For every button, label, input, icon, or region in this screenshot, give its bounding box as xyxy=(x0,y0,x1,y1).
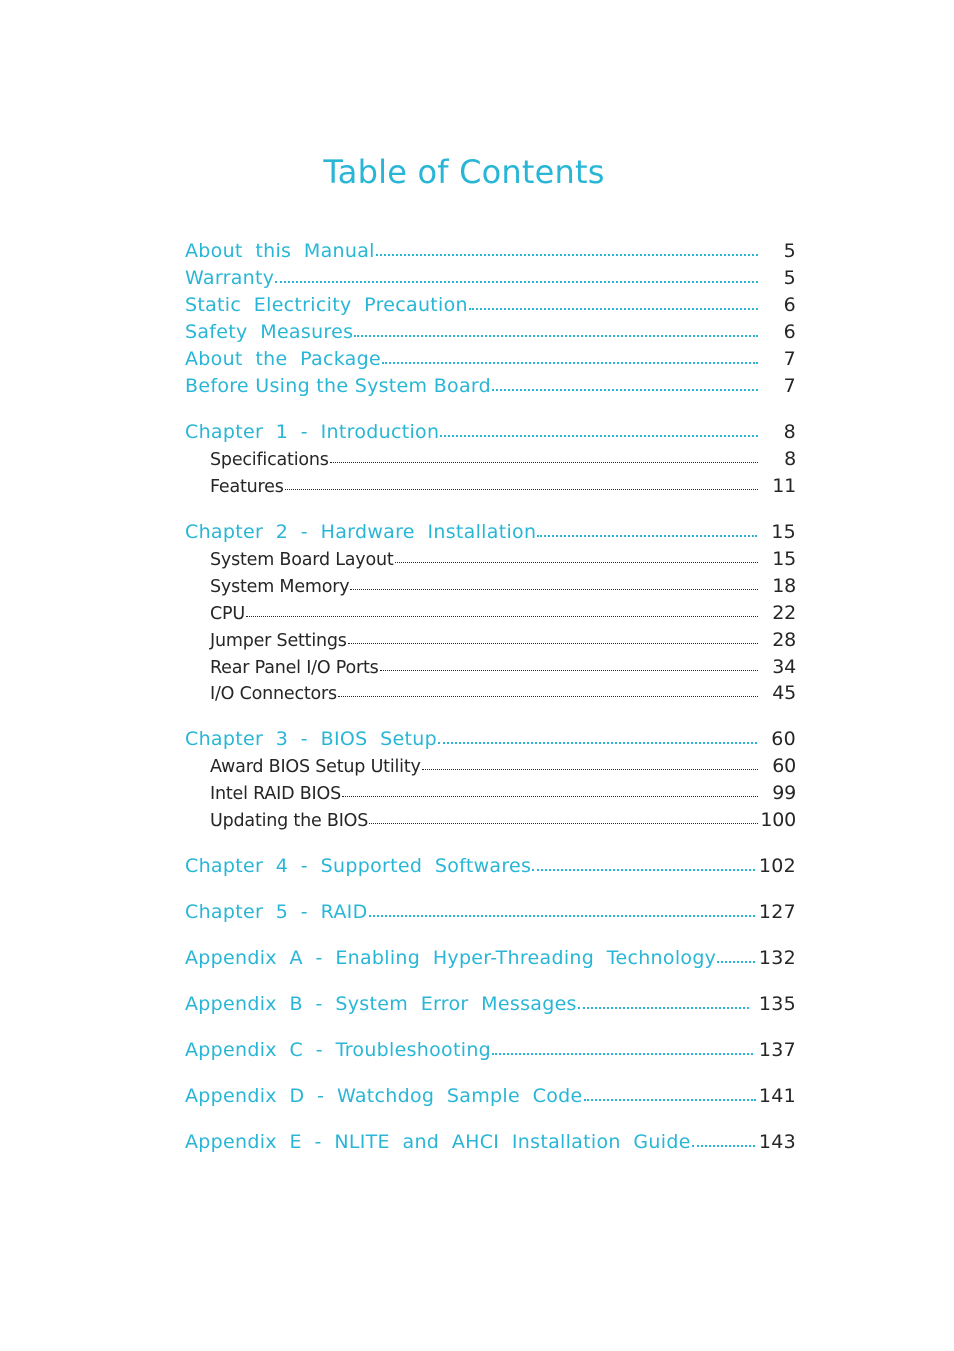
dot-leader xyxy=(350,589,758,590)
dot-leader xyxy=(395,562,758,563)
dot-leader xyxy=(338,696,758,697)
dot-leader xyxy=(285,489,758,490)
page-title: Table of Contents xyxy=(323,153,605,191)
dot-leader xyxy=(717,961,755,963)
toc-entry-label: Updating the BIOS xyxy=(210,811,369,831)
toc-entry-label: Warranty xyxy=(185,267,275,289)
toc-entry-about-manual[interactable] xyxy=(185,236,796,262)
toc-entry-chapter-3[interactable] xyxy=(185,724,796,750)
toc-entry-label: Chapter 4 - Supported Softwares xyxy=(185,855,532,877)
toc-entry-label: System Memory xyxy=(210,577,350,597)
toc-entry-label: Features xyxy=(210,477,284,497)
toc-entry-page: 15 xyxy=(771,521,796,543)
toc-entry-page: 15 xyxy=(772,548,796,570)
toc-entry-page: 100 xyxy=(760,809,796,831)
dot-leader xyxy=(380,670,758,671)
toc-entry-label: Before Using the System Board xyxy=(185,375,492,397)
toc-entry-label: Appendix E - NLITE and AHCI Installation Guide xyxy=(185,1131,691,1153)
dot-leader xyxy=(492,389,758,391)
toc-entry-page: 34 xyxy=(772,656,796,678)
toc-entry-label: Jumper Settings xyxy=(210,631,347,651)
toc-entry-page: 60 xyxy=(771,728,796,750)
toc-entry-label: About the Package xyxy=(185,348,381,370)
toc-entry-io-connectors[interactable] xyxy=(210,678,796,704)
toc-entry-page: 45 xyxy=(772,682,796,704)
dot-leader xyxy=(469,308,758,310)
toc-entry-page: 18 xyxy=(772,575,796,597)
toc-entry-label: CPU xyxy=(210,604,245,624)
dot-leader xyxy=(330,462,758,463)
toc-entry-updating-bios[interactable] xyxy=(210,805,796,831)
toc-entry-static-electricity[interactable] xyxy=(185,290,796,316)
toc-entry-page: 127 xyxy=(758,901,796,923)
dot-leader xyxy=(532,869,755,871)
toc-entry-appendix-b[interactable] xyxy=(185,989,796,1015)
toc-entry-appendix-e[interactable] xyxy=(185,1127,796,1153)
toc-entry-page: 11 xyxy=(772,475,796,497)
dot-leader xyxy=(584,1099,756,1101)
toc-entry-label: Intel RAID BIOS xyxy=(210,784,341,804)
toc-entry-page: 137 xyxy=(758,1039,796,1061)
toc-entry-page: 102 xyxy=(758,855,796,877)
dot-leader xyxy=(246,616,758,617)
toc-entry-label: Appendix A - Enabling Hyper-Threading Technology xyxy=(185,947,717,969)
toc-entry-page: 6 xyxy=(783,321,796,343)
toc-entry-features[interactable] xyxy=(210,471,796,497)
toc-entry-before-using[interactable] xyxy=(185,371,796,397)
toc-entry-page: 8 xyxy=(784,448,796,470)
toc-entry-chapter-4[interactable] xyxy=(185,851,796,877)
toc-entry-appendix-a[interactable] xyxy=(185,943,796,969)
toc-entry-page: 143 xyxy=(758,1131,796,1153)
toc-entry-safety-measures[interactable] xyxy=(185,317,796,343)
dot-leader xyxy=(438,742,757,744)
toc-entry-rear-panel[interactable] xyxy=(210,652,796,678)
toc-entry-page: 8 xyxy=(783,421,796,443)
toc-entry-label: I/O Connectors xyxy=(210,684,337,704)
dot-leader xyxy=(369,915,755,917)
toc-entry-label: Appendix D - Watchdog Sample Code xyxy=(185,1085,583,1107)
toc-entry-label: Chapter 2 - Hardware Installation xyxy=(185,521,537,543)
toc-entry-label: Specifications xyxy=(210,450,329,470)
dot-leader xyxy=(440,435,758,437)
dot-leader xyxy=(348,643,758,644)
dot-leader xyxy=(354,335,758,337)
toc-entry-system-board-layout[interactable] xyxy=(210,544,796,570)
toc-entry-intel-raid-bios[interactable] xyxy=(210,778,796,804)
toc-entry-page: 60 xyxy=(772,755,796,777)
toc-entry-label: System Board Layout xyxy=(210,550,394,570)
toc-entry-appendix-d[interactable] xyxy=(185,1081,796,1107)
dot-leader xyxy=(492,1053,753,1055)
dot-leader xyxy=(422,769,758,770)
toc-entry-system-memory[interactable] xyxy=(210,571,796,597)
toc-entry-label: Safety Measures xyxy=(185,321,354,343)
toc-entry-page: 28 xyxy=(772,629,796,651)
toc-entry-label: Appendix C - Troubleshooting xyxy=(185,1039,492,1061)
toc-entry-appendix-c[interactable] xyxy=(185,1035,796,1061)
toc-entry-chapter-5[interactable] xyxy=(185,897,796,923)
dot-leader xyxy=(382,362,758,364)
dot-leader xyxy=(369,823,758,824)
toc-entry-page: 5 xyxy=(783,267,796,289)
toc-entry-warranty[interactable] xyxy=(185,263,796,289)
toc-entry-jumper-settings[interactable] xyxy=(210,625,796,651)
toc-entry-specifications[interactable] xyxy=(210,444,796,470)
toc-entry-page: 22 xyxy=(772,602,796,624)
dot-leader xyxy=(692,1145,755,1147)
toc-entry-label: Chapter 3 - BIOS Setup xyxy=(185,728,437,750)
dot-leader xyxy=(342,796,758,797)
toc-entry-cpu[interactable] xyxy=(210,598,796,624)
toc-entry-page: 99 xyxy=(772,782,796,804)
toc-entry-label: Award BIOS Setup Utility xyxy=(210,757,421,777)
toc-entry-about-package[interactable] xyxy=(185,344,796,370)
toc-entry-page: 7 xyxy=(783,348,796,370)
toc-entry-label: About this Manual xyxy=(185,240,375,262)
toc-entry-chapter-2[interactable] xyxy=(185,517,796,543)
dot-leader xyxy=(376,254,758,256)
toc-entry-label: Chapter 5 - RAID xyxy=(185,901,368,923)
toc-entry-award-bios[interactable] xyxy=(210,751,796,777)
toc-entry-page: 6 xyxy=(783,294,796,316)
toc-entry-page: 132 xyxy=(758,947,796,969)
dot-leader xyxy=(578,1007,749,1009)
toc-entry-page: 141 xyxy=(758,1085,796,1107)
dot-leader xyxy=(275,281,758,283)
dot-leader xyxy=(537,535,757,537)
toc-entry-page: 7 xyxy=(783,375,796,397)
toc-entry-page: 5 xyxy=(783,240,796,262)
toc-entry-label: Static Electricity Precaution xyxy=(185,294,468,316)
toc-entry-label: Appendix B - System Error Messages xyxy=(185,993,577,1015)
toc-entry-label: Rear Panel I/O Ports xyxy=(210,658,379,678)
toc-entry-label: Chapter 1 - Introduction xyxy=(185,421,440,443)
toc-entry-page: 135 xyxy=(758,993,796,1015)
toc-entry-chapter-1[interactable] xyxy=(185,417,796,443)
